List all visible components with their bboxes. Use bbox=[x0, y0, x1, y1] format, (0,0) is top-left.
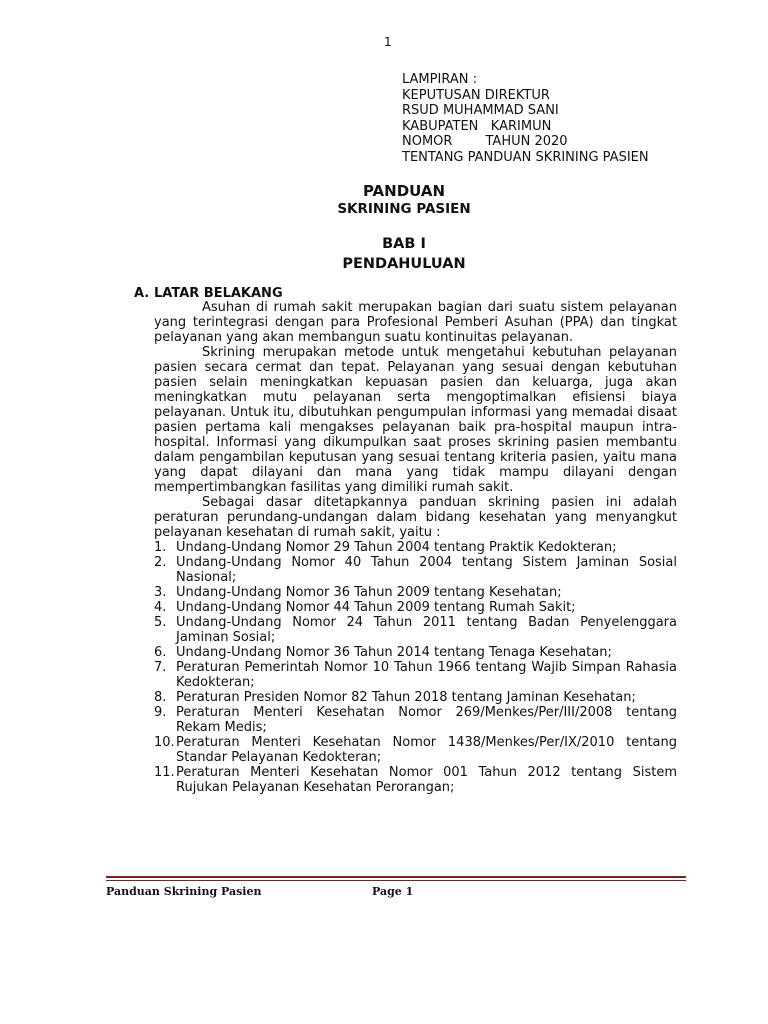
list-text: Undang-Undang Nomor 24 Tahun 2011 tentang Badan Penyelenggara Jaminan Sosial; bbox=[176, 615, 677, 645]
list-item bbox=[154, 555, 677, 585]
list-item bbox=[154, 540, 677, 555]
list-item bbox=[154, 585, 677, 600]
list-item bbox=[154, 705, 677, 735]
lampiran-line: KABUPATEN KARIMUN bbox=[402, 118, 552, 134]
list-text: Undang-Undang Nomor 40 Tahun 2004 tentang Sistem Jaminan Sosial Nasional; bbox=[176, 555, 677, 585]
list-item bbox=[154, 615, 677, 645]
paragraph: Asuhan di rumah sakit merupakan bagian dari suatu sistem pelayanan yang terintegrasi dengan para Profesional Pemberi Asuhan (PPA) dan tingkat pelayanan yang akan membangun suatu kontinuitas pelayanan. bbox=[154, 300, 677, 345]
footer-divider bbox=[106, 880, 686, 881]
list-number: 6. bbox=[154, 645, 167, 660]
footer-page-number: Page 1 bbox=[372, 885, 414, 898]
regulation-list bbox=[154, 540, 677, 795]
list-text: Undang-Undang Nomor 44 Tahun 2009 tentang Rumah Sakit; bbox=[176, 600, 576, 615]
document-subtitle: SKRINING PASIEN bbox=[337, 201, 471, 217]
lampiran-line: NOMOR TAHUN 2020 bbox=[402, 134, 568, 149]
footer-document-title: Panduan Skrining Pasien bbox=[106, 885, 262, 898]
list-item bbox=[154, 645, 677, 660]
section-body bbox=[154, 300, 677, 795]
list-item bbox=[154, 735, 677, 765]
document-title: PANDUAN bbox=[362, 182, 446, 200]
list-text: Undang-Undang Nomor 36 Tahun 2014 tentang Tenaga Kesehatan; bbox=[176, 645, 612, 660]
list-text: Peraturan Menteri Kesehatan Nomor 001 Tahun 2012 tentang Sistem Rujukan Pelayanan Kesehatan Perorangan; bbox=[176, 765, 677, 795]
list-item bbox=[154, 690, 677, 705]
list-item bbox=[154, 765, 677, 795]
list-number: 11. bbox=[154, 765, 175, 780]
list-number: 3. bbox=[154, 585, 167, 600]
paragraph: Sebagai dasar ditetapkannya panduan skrining pasien ini adalah peraturan perundang-undangan dalam bidang kesehatan yang menyangkut pelayanan kesehatan di rumah sakit, yaitu : bbox=[154, 495, 677, 540]
list-number: 1. bbox=[154, 540, 167, 555]
list-item bbox=[154, 600, 677, 615]
chapter-number: BAB I bbox=[382, 236, 426, 252]
lampiran-line: RSUD MUHAMMAD SANI bbox=[402, 103, 559, 118]
list-item bbox=[154, 660, 677, 690]
footer-divider bbox=[106, 876, 686, 878]
list-number: 10. bbox=[154, 735, 175, 750]
section-letter: A. bbox=[134, 286, 150, 301]
list-text: Peraturan Pemerintah Nomor 10 Tahun 1966 tentang Wajib Simpan Rahasia Kedokteran; bbox=[176, 660, 677, 690]
section-heading bbox=[134, 286, 283, 301]
lampiran-line: TENTANG PANDUAN SKRINING PASIEN bbox=[402, 149, 649, 165]
list-text: Peraturan Menteri Kesehatan Nomor 1438/Menkes/Per/IX/2010 tentang Standar Pelayanan Kedokteran; bbox=[176, 735, 677, 765]
list-number: 4. bbox=[154, 600, 167, 615]
lampiran-line: KEPUTUSAN DIREKTUR bbox=[402, 87, 550, 103]
list-text: Undang-Undang Nomor 29 Tahun 2004 tentang Praktik Kedokteran; bbox=[176, 540, 617, 555]
section-heading-text: LATAR BELAKANG bbox=[154, 286, 283, 301]
list-number: 9. bbox=[154, 705, 167, 720]
paragraph: Skrining merupakan metode untuk mengetahui kebutuhan pelayanan pasien secara cermat dan tepat. Pelayanan yang sesuai dengan kebutuhan pasien selain meningkatkan kepuasan pasien dan keluarga, juga akan meningkatkan mutu pelayanan serta mengoptimalkan efisiensi biaya pelayanan. Untuk itu, dibutuhkan pengumpulan informasi yang memadai disaat pasien pertama kali mengakses pelayanan baik pra-hospital maupun intra-hospital. Informasi yang dikumpulkan saat proses skrining pasien membantu dalam pengambilan keputusan yang sesuai tentang kriteria pasien, yaitu mana yang dapat dilayani dan mana yang tidak mampu dilayani dengan mempertimbangkan fasilitas yang dimiliki rumah sakit. bbox=[154, 345, 677, 495]
list-text: Peraturan Presiden Nomor 82 Tahun 2018 tentang Jaminan Kesehatan; bbox=[176, 690, 636, 705]
list-text: Undang-Undang Nomor 36 Tahun 2009 tentang Kesehatan; bbox=[176, 585, 562, 600]
list-number: 7. bbox=[154, 660, 167, 675]
chapter-title: PENDAHULUAN bbox=[342, 256, 466, 272]
list-number: 2. bbox=[154, 555, 167, 570]
page-number: 1 bbox=[384, 35, 392, 49]
lampiran-block bbox=[402, 72, 649, 165]
list-number: 5. bbox=[154, 615, 167, 630]
lampiran-line: LAMPIRAN : bbox=[402, 72, 477, 87]
list-number: 8. bbox=[154, 690, 167, 705]
list-text: Peraturan Menteri Kesehatan Nomor 269/Menkes/Per/III/2008 tentang Rekam Medis; bbox=[176, 705, 677, 735]
